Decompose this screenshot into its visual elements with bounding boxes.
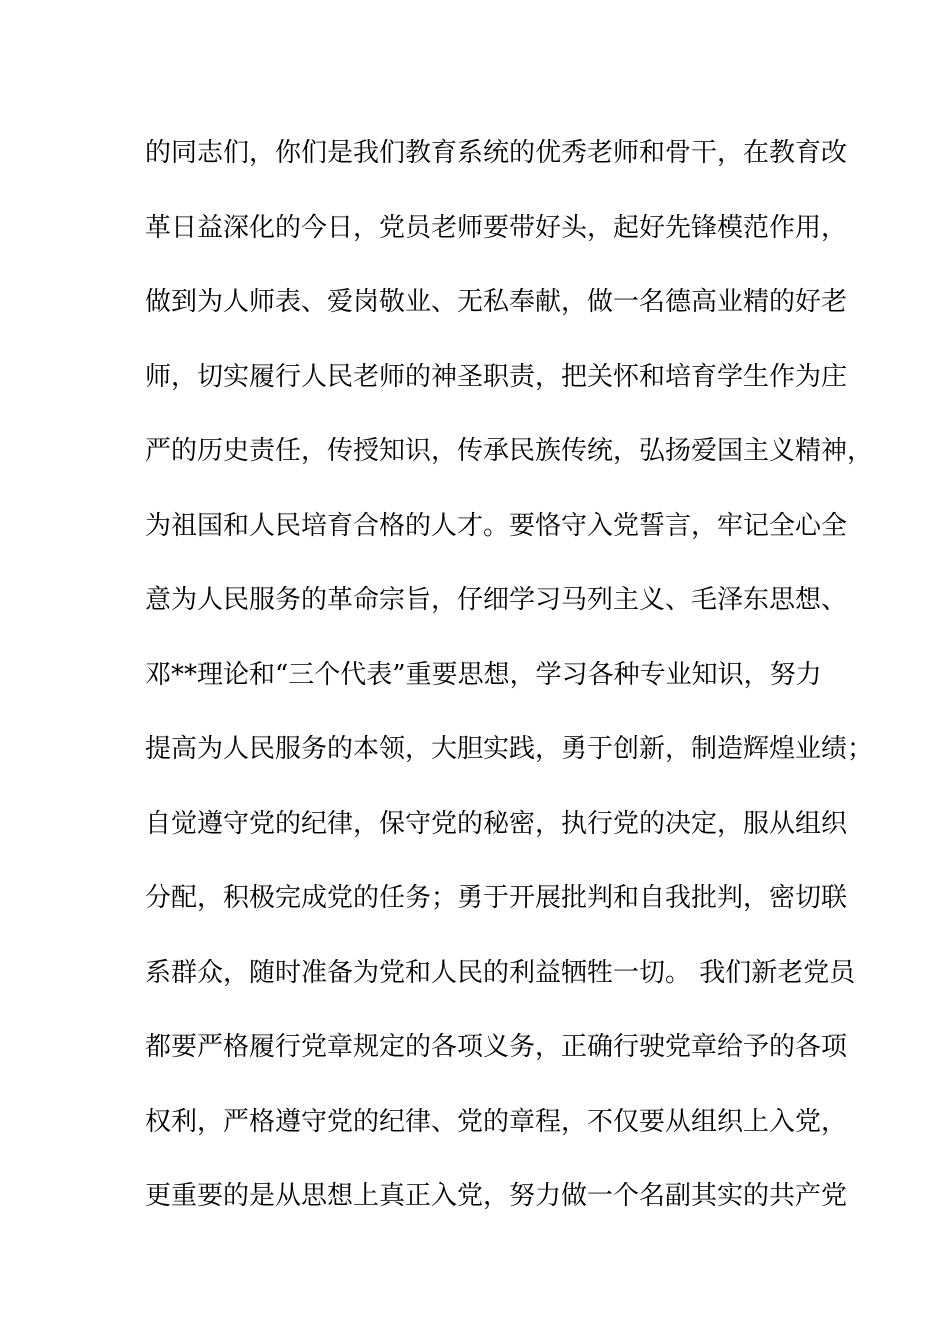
text-line: 分配，积极完成党的任务；勇于开展批判和自我批判，密切联 bbox=[145, 883, 848, 913]
text-line: 为祖国和人民培育合格的人才。要恪守入党誓言，牢记全心全 bbox=[145, 510, 848, 541]
text-line: 更重要的是从思想上真正入党，努力做一个名副其实的共产党 bbox=[145, 1181, 848, 1211]
text-line: 自觉遵守党的纪律，保守党的秘密，执行党的决定，服从组织 bbox=[145, 808, 848, 839]
text-line: 严的历史责任，传授知识，传承民族传统，弘扬爱国主义精神， bbox=[145, 436, 874, 466]
body-text bbox=[145, 128, 874, 1246]
text-line: 都要严格履行党章规定的各项义务，正确行驶党章给予的各项 bbox=[145, 1032, 848, 1062]
text-line: 师，切实履行人民老师的神圣职责，把关怀和培育学生作为庄 bbox=[145, 361, 848, 392]
text-line: 系群众，随时准备为党和人民的利益牺牲一切。 我们新老党员 bbox=[145, 957, 856, 988]
text-line: 革日益深化的今日，党员老师要带好头，起好先锋模范作用， bbox=[145, 212, 848, 243]
text-line: 意为人民服务的革命宗旨，仔细学习马列主义、毛泽东思想、 bbox=[145, 585, 848, 615]
text-line: 做到为人师表、爱岗敬业、无私奉献，做一名德高业精的好老 bbox=[145, 287, 848, 317]
text-line: 邓**理论和“三个代表”重要思想，学习各种专业知识，努力 bbox=[145, 659, 822, 690]
text-line: 的同志们，你们是我们教育系统的优秀老师和骨干，在教育改 bbox=[145, 138, 848, 168]
text-line: 提高为人民服务的本领，大胆实践，勇于创新，制造辉煌业绩； bbox=[145, 734, 874, 764]
text-line: 权利，严格遵守党的纪律、党的章程，不仅要从组织上入党， bbox=[145, 1106, 848, 1137]
